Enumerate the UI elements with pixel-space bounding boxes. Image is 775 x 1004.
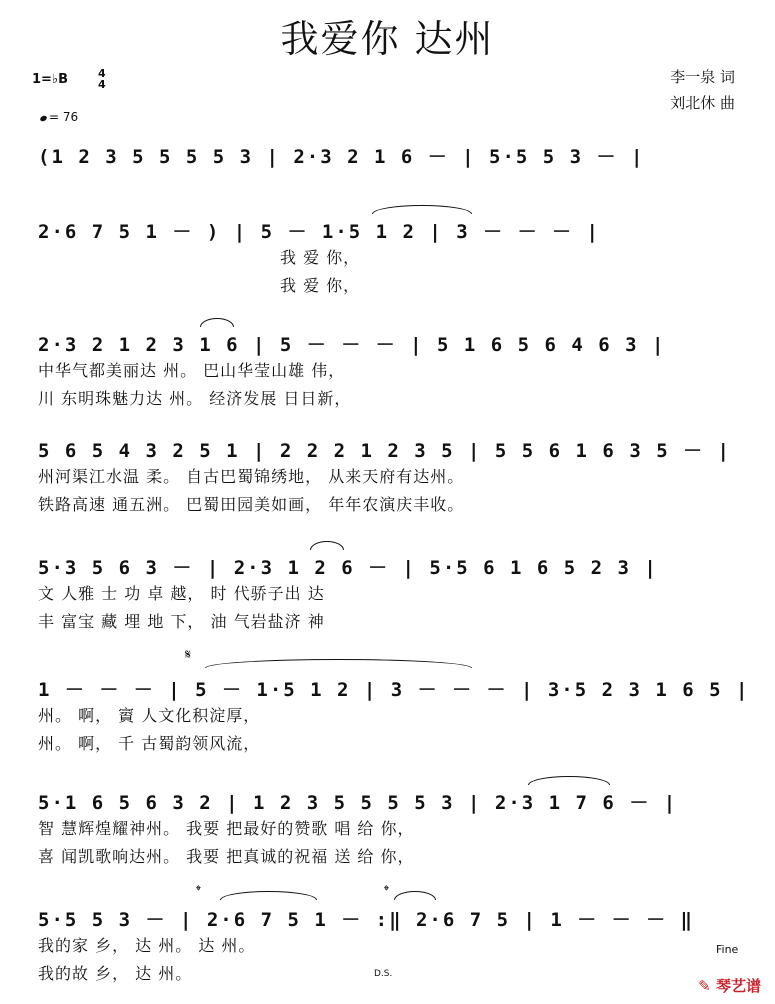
notes: 5·1 6 5 6 3 2 | 1 2 3 5 5 5 5 3 | 2·3 1 7 6 － |	[38, 792, 678, 814]
lyric-line-1: 州。 啊， 賨 人文化积淀厚，	[38, 706, 261, 725]
lyric-line-2: 我的故 乡， 达 州。	[38, 964, 193, 983]
logo-icon: ✎	[698, 977, 711, 995]
slur	[220, 891, 317, 900]
lyric-line-1: 智 慧辉煌耀神州。 我要 把最好的赞歌 唱 给 你，	[38, 819, 415, 838]
notes: (1 2 3 5 5 5 5 3 | 2·3 2 1 6 － | 5·5 5 3 － |	[38, 146, 645, 168]
lyricist-credit: 李一泉 词	[670, 68, 735, 86]
fine-mark: Fine	[716, 943, 739, 956]
coda-icon: 𝄌	[384, 883, 389, 899]
notes: 5·3 5 6 3 － | 2·3 1 2 6 － | 5·5 6 1 6 5 2 3 |	[38, 557, 658, 579]
segno-icon: 𝄋	[185, 647, 192, 663]
logo-text: 琴艺谱	[715, 977, 761, 995]
notes: 5 6 5 4 3 2 5 1 | 2 2 2 1 2 3 5 | 5 5 6 1 6 3 5 － |	[38, 440, 731, 462]
slur	[528, 776, 610, 785]
lyric-line-1: 我的家 乡， 达 州。 达 州。	[38, 936, 256, 955]
slur	[205, 659, 472, 668]
notes: 5·5 5 3 － | 2·6 7 5 1 － :‖ 2·6 7 5 | 1 － － － ‖	[38, 909, 694, 931]
song-title: 我爱你 达州	[280, 17, 495, 61]
time-signature	[98, 68, 106, 90]
quarter-note-icon	[39, 115, 47, 122]
lyric-line-1: 文 人雅 士 功 卓 越， 时 代骄子出 达	[38, 584, 325, 603]
slur	[200, 318, 234, 327]
slur	[394, 891, 436, 900]
lyric-line-2: 我 爱 你，	[280, 276, 361, 295]
notes: 2·3 2 1 2 3 1 6 | 5 － － － | 5 1 6 5 6 4 6 3 |	[38, 334, 666, 356]
lyric-line-2: 丰 富宝 藏 埋 地 下， 油 气岩盐济 神	[38, 612, 325, 631]
lyric-line-1: 中华气都美丽达 州。 巴山华莹山雄 伟，	[38, 361, 346, 380]
lyric-line-2: 川 东明珠魅力达 州。 经济发展 日日新，	[38, 389, 352, 408]
key-signature: 1=♭B	[32, 72, 68, 87]
time-signature-top: 4	[98, 67, 106, 80]
lyric-line-2: 州。 啊， 千 古蜀韵领风流，	[38, 734, 261, 753]
ds-mark: D.S.	[374, 969, 393, 979]
slur	[310, 541, 344, 550]
lyric-line-1: 州河渠江水温 柔。 自古巴蜀锦绣地， 从来天府有达州。	[38, 467, 465, 486]
slur	[372, 205, 472, 214]
notes: 1 － － － | 5 － 1·5 1 2 | 3 － － － | 3·5 2 3 1 6 5 |	[38, 679, 750, 701]
composer-credit: 刘北休 曲	[670, 94, 735, 112]
lyric-line-1: 我 爱 你，	[280, 248, 361, 267]
notes: 2·6 7 5 1 － ) | 5 － 1·5 1 2 | 3 － － － |	[38, 221, 600, 243]
lyric-line-2: 铁路高速 通五洲。 巴蜀田园美如画， 年年农演庆丰收。	[38, 495, 465, 514]
time-signature-bottom: 4	[98, 78, 106, 91]
tempo-marking	[40, 110, 78, 124]
site-logo	[698, 975, 761, 996]
coda-icon: 𝄌	[196, 883, 201, 899]
tempo-value: = 76	[49, 110, 79, 124]
lyric-line-2: 喜 闻凯歌响达州。 我要 把真诚的祝福 送 给 你，	[38, 847, 415, 866]
